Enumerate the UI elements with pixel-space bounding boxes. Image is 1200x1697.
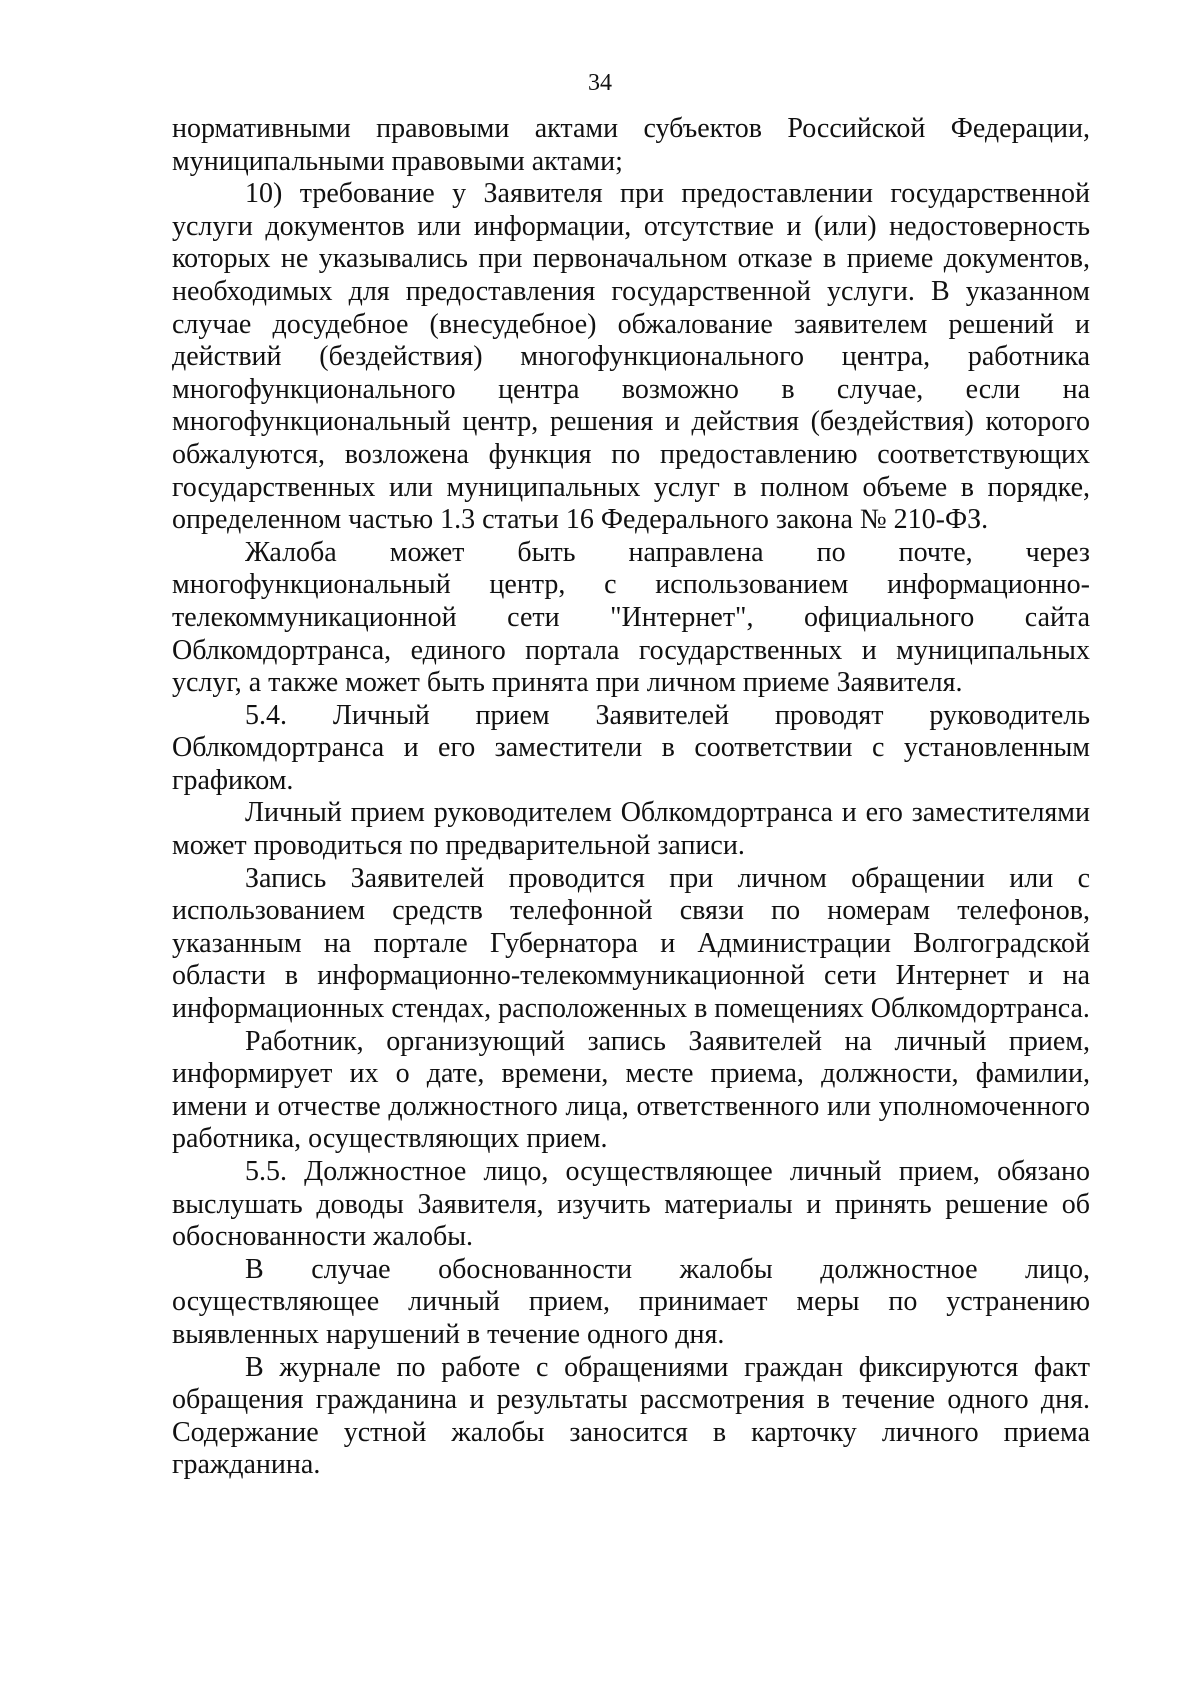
paragraph-registration: Запись Заявителей проводится при личном обращении или с использованием средств телефонной связи по номерам телефонов, указанным на портале Губернатора и Администрации Волгоградской области в информационно-телекоммуникационной сети Интернет и на информационных стендах, расположенных в помещениях Облкомдортранса. [172,862,1090,1025]
paragraph-item-10: 10) требование у Заявителя при предоставлении государственной услуги документов или информации, отсутствие и (или) недостоверность которых не указывались при первоначальном отказе в приеме документов, необходимых для предоставления государственной услуги. В указанном случае досудебное (внесудебное) обжалование заявителем решений и действий (бездействия) многофункционального центра, работника многофункционального центра возможно в случае, если на многофункциональный центр, решения и действия (бездействия) которого обжалуются, возложена функция по предоставлению соответствующих государственных или муниципальных услуг в полном объеме в порядке, определенном частью 1.3 статьи 16 Федерального закона № 210-ФЗ. [172,178,1090,536]
page-number: 34 [588,70,612,96]
paragraph-continuation: нормативными правовыми актами субъектов Российской Федерации, муниципальными правовыми актами; [172,113,1090,177]
paragraph-justified-complaint: В случае обоснованности жалобы должностное лицо, осуществляющее личный прием, принимает меры по устранению выявленных нарушений в течение одного дня. [172,1253,1090,1350]
paragraph-notification: Работник, организующий запись Заявителей на личный прием, информирует их о дате, времени, месте приема, должности, фамилии, имени и отчестве должностного лица, ответственного или уполномоченного работника, осуществляющих прием. [172,1025,1090,1155]
paragraph-complaint-channels: Жалоба может быть направлена по почте, через многофункциональный центр, с использованием информационно-телекоммуникационной сети "Интернет", официального сайта Облкомдортранса, единого портала государственных и муниципальных услуг, а также может быть принята при личном приеме Заявителя. [172,536,1090,699]
paragraph-section-5-5: 5.5. Должностное лицо, осуществляющее личный прием, обязано выслушать доводы Заявителя, изучить материалы и принять решение об обоснованности жалобы. [172,1156,1090,1253]
paragraph-appointment: Личный прием руководителем Облкомдортранса и его заместителями может проводиться по предварительной записи. [172,797,1090,862]
document-body [172,113,1090,1482]
paragraph-section-5-4: 5.4. Личный прием Заявителей проводят руководитель Облкомдортранса и его заместители в соответствии с установленным графиком. [172,699,1090,796]
paragraph-journal: В журнале по работе с обращениями граждан фиксируются факт обращения гражданина и результаты рассмотрения в течение одного дня. Содержание устной жалобы заносится в карточку личного приема гражданина. [172,1351,1090,1481]
